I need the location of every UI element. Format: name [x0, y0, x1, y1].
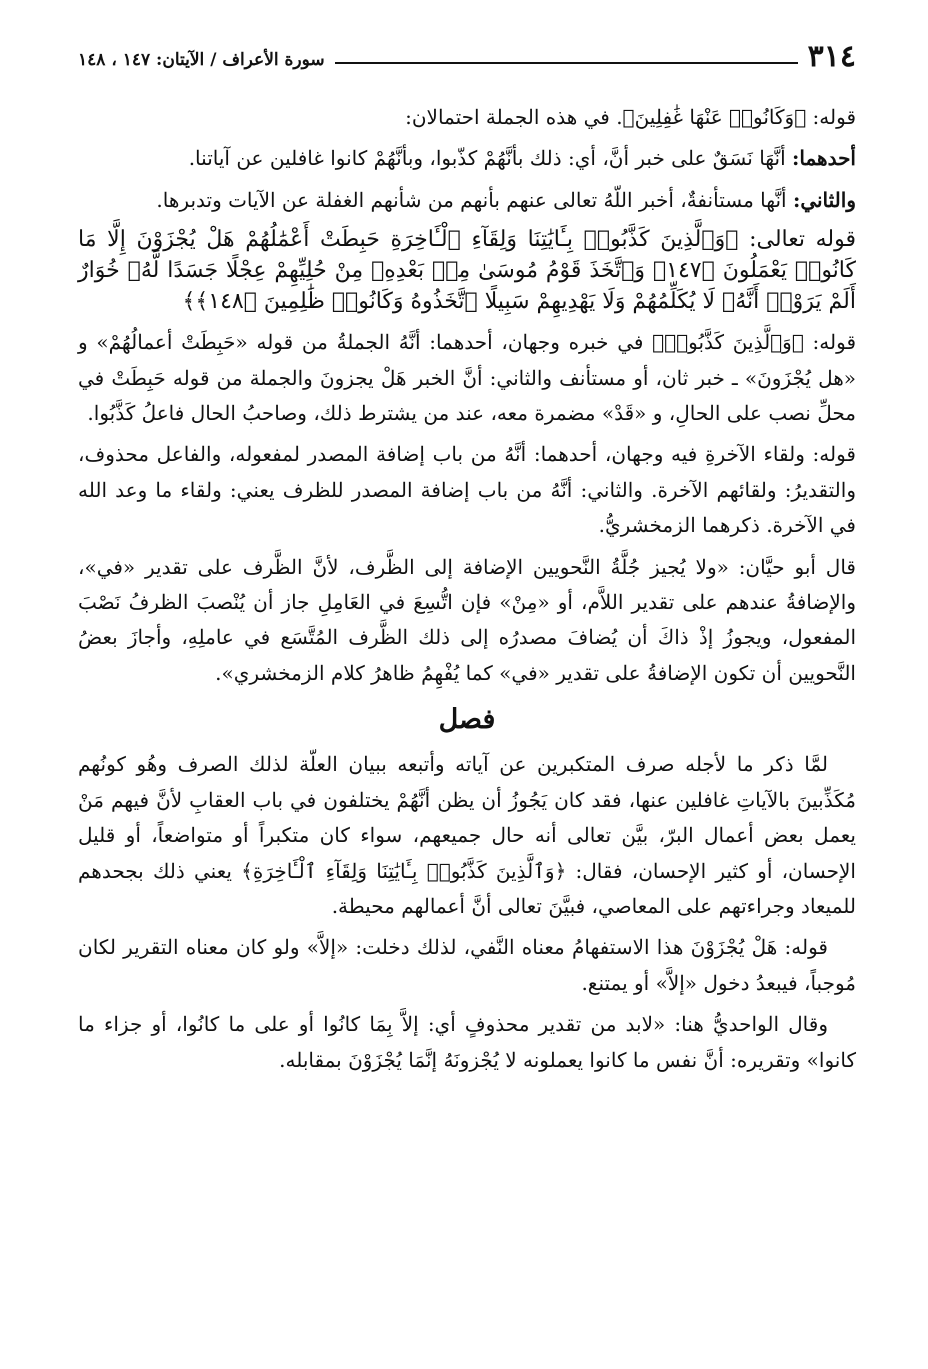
surah-reference: سورة الأعراف / الآيتان: ١٤٧ ، ١٤٨ [78, 50, 325, 70]
paragraph: قوله: ﴿وَٱلَّذِينَ كَذَّبُوا۟﴾ في خبره وجهان، أحدهما: أنَّهُ الجملةُ من قوله «حَبِطَتْ أعمالُهُمْ» و «هل يُجْزَونَ» ـ خبر ثان، أو مستأنف والثاني: أنَّ الخبر هَلْ يجزونَ والجملة من قوله حَبِطَتْ في محلِّ نصب على الحالِ، و «قَدْ» مضمرة معه، عند من يشترط ذلك، وصاحبُ الحال فاعلُ كَذَّبُوا. [78, 330, 856, 426]
paragraph-lead: أحدهما: [791, 146, 856, 171]
paragraph: قوله: هَلْ يُجْزَوْنَ هذا الاستفهامُ معناه النَّفي، لذلك دخلت: «إلاَّ» ولو كان معناه التقرير لكان مُوجباً، فيبعدُ دخول «إلاَّ» أو يمتنع. [78, 935, 856, 995]
paragraph: وقال الواحديُّ هنا: «لابد من تقدير محذوفٍ أي: إلاَّ بِمَا كانُوا أو على ما كانُوا، أو جزاء ما كانوا» وتقريره: أنَّ نفس ما كانوا يعملونه لا يُجْزونَهُ إنَّمَا يُجْزَوْنَ بمقابله. [78, 1012, 856, 1072]
paragraph: لمَّا ذكر ما لأجله صرف المتكبرين عن آياته وأتبعه ببيان العلّة لذلك الصرف وهُو كونُهم مُكَذِّبينَ بالآياتِ غافلين عنها، فقد كان يَجُوزُ أن يظن أنَّهُمْ يختلفون في باب العقابِ لأنَّ فيهم مَنْ يعمل بعض أعمال البرّ، بيَّن تعالى أنه حال جميعهم، سواء كان متكبراً أو متواضعاً، أو قليل الإحسان، أو كثير الإحسان، فقال: ﴿وَٱلَّذِينَ كَذَّبُوا۟ بِـَٔايَٰتِنَا وَلِقَآءِ ٱلْـَٔاخِرَةِ﴾ يعني ذلك بجحدهم للميعاد وجراءتهم على المعاصي، فبيَّنَ تعالى أنَّ أعمالهم محيطة. [78, 752, 856, 918]
paragraph: والثاني: أنَّها مستأنفةٌ، أخبر اللّهُ تعالى عنهم بأنهم من شأنهم الغفلة عن الآيات وتدبرها. [156, 187, 856, 212]
quran-verse-block [78, 224, 856, 317]
verse-intro: قوله تعالى: [738, 227, 856, 253]
page-body [78, 100, 856, 1084]
section-title: فصل [438, 704, 496, 736]
paragraph: قال أبو حيَّان: «ولا يُجيز جُلَّةُ النَّحويين الإضافة إلى الظَّرف، لأنَّ الظَّرف على تقدير «في»، والإضافةُ عندهم على تقدير اللاَّم، أو «مِنْ» فإن اتُّسِعَ في العَامِلِ جاز أن يُنْصبَ الظرفُ نَصْبَ المفعول، ويجوزُ إذْ ذاكَ أن يُضافَ مصدرُه إلى ذلك الظَّرف المُتَّسَع في عاملِهِ، وأجازَ بعضُ النَّحويين أن تكون الإضافةُ على تقدير «في» كما يُفْهِمُ ظاهرُ كلام الزمخشري». [78, 554, 856, 685]
verse-text: ﴿وَٱلَّذِينَ كَذَّبُوا۟ بِـَٔايَٰتِنَا وَلِقَآءِ ٱلْـَٔاخِرَةِ حَبِطَتْ أَعْمَٰلُهُمْ هَلْ يُجْزَوْنَ إِلَّا مَا كَانُوا۟ يَعْمَلُونَ ﴿١٤٧﴾ وَٱتَّخَذَ قَوْمُ مُوسَىٰ مِنۢ بَعْدِهِۦ مِنْ حُلِيِّهِمْ عِجْلًا جَسَدًا لَّهُۥ خُوَارٌ أَلَمْ يَرَوْا۟ أَنَّهُۥ لَا يُكَلِّمُهُمْ وَلَا يَهْدِيهِمْ سَبِيلًا ٱتَّخَذُوهُ وَكَانُوا۟ ظَٰلِمِينَ ﴿١٤٨﴾﴾ [78, 227, 856, 315]
paragraph-lead: والثاني: [792, 187, 856, 212]
paragraph: قوله: ولقاء الآخرةِ فيه وجهان، أحدهما: أنَّهُ من باب إضافة المصدر لمفعوله، والفاعل محذوف، والتقديرُ: ولقائهم الآخرة. والثاني: أنَّهُ من باب إضافة المصدر للظرف يعني: ولقاء ما وعد الله في الآخرة. ذكرهما الزمخشريُّ. [78, 442, 856, 538]
page-header [78, 28, 856, 72]
header-rule [335, 62, 798, 64]
paragraph: أحدهما: أنَّهَا نَسَقٌ على خبر أنَّ، أي: ذلك بأنَّهُمْ كذّبوا، وبأنَّهُمْ كانوا غافلين عن آياتنا. [188, 146, 856, 171]
page-number: ٣١٤ [807, 39, 856, 74]
paragraph: قوله: ﴿وَكَانُوا۟ عَنْهَا غَٰفِلِينَ﴾. في هذه الجملة احتمالان: [405, 105, 856, 129]
